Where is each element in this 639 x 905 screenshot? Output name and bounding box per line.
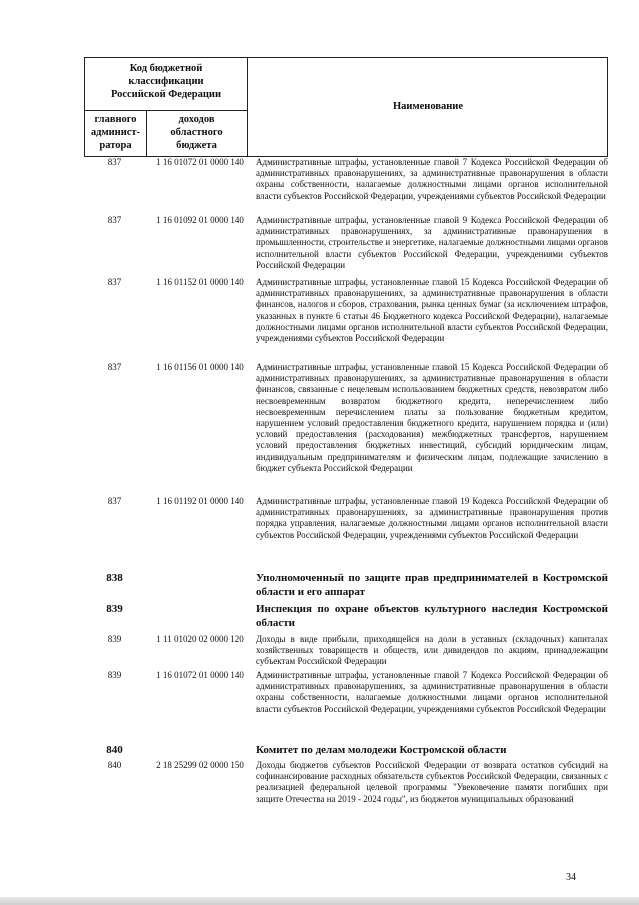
income-code: 1 16 01092 01 0000 140 xyxy=(156,215,244,225)
header-budget-code: Код бюджетной классификации Российской Федерации xyxy=(110,63,222,100)
admin-code: 839 xyxy=(107,634,122,644)
section-title: Уполномоченный по защите прав предпринимателей в Костромской области и его аппарат xyxy=(256,572,608,598)
income-name: Административные штрафы, установленные главой 7 Кодекса Российской Федерации об административных правонарушениях, за административные правонарушения в области охраны собственности, налагаемые должностными лицами органов исполнительной власти субъектов Российской Федерации, учреждениями субъектов Российской Федерации xyxy=(256,157,608,201)
income-code: 2 18 25299 02 0000 150 xyxy=(156,760,244,770)
income-name: Административные штрафы, установленные главой 19 Кодекса Российской Федерации об административных правонарушениях, за административные правонарушения против порядка управления, налагаемые должностными лицами органов исполнительной власти субъектов Российской Федерации, учреждениями субъектов Российской Федерации xyxy=(256,496,608,540)
income-name: Административные штрафы, установленные главой 9 Кодекса Российской Федерации об административных правонарушениях, за административные правонарушения в промышленности, строительстве и энергетике, налагаемые должностными лицами органов исполнительной власти субъектов Российской Федерации, учреждениями субъектов Российской Федерации xyxy=(256,215,608,270)
table-header xyxy=(84,57,608,157)
income-name: Административные штрафы, установленные главой 15 Кодекса Российской Федерации об административных правонарушениях, за административные правонарушения в области финансов, налогов и сборов, страхования, рынка ценных бумаг (за исключением штрафов, указанных в пункте 6 статьи 46 Бюджетного кодекса Российской Федерации), налагаемые должностными лицами органов исполнительной власти субъектов Российской Федерации, учреждениями субъектов Российской Федерации xyxy=(256,277,608,344)
section-title: Комитет по делам молодежи Костромской области xyxy=(256,744,507,756)
header-divider xyxy=(85,110,247,111)
section-admin-code: 838 xyxy=(106,572,123,584)
admin-code: 837 xyxy=(107,496,122,506)
scan-edge xyxy=(0,897,639,905)
header-admin-column: главного админист- ратора xyxy=(90,114,141,151)
income-code: 1 11 01020 02 0000 120 xyxy=(156,634,244,644)
admin-code: 837 xyxy=(107,157,122,167)
admin-code: 837 xyxy=(107,277,122,287)
income-code: 1 16 01072 01 0000 140 xyxy=(156,670,244,680)
income-code: 1 16 01152 01 0000 140 xyxy=(156,277,244,287)
section-admin-code: 840 xyxy=(106,744,123,756)
header-income-column: доходов областного бюджета xyxy=(170,114,223,151)
page-number: 34 xyxy=(566,872,576,883)
admin-code: 837 xyxy=(107,215,122,225)
admin-code: 840 xyxy=(107,760,122,770)
header-name-column: Наименование xyxy=(393,101,463,112)
income-code: 1 16 01072 01 0000 140 xyxy=(156,157,244,167)
section-title: Инспекция по охране объектов культурного наследия Костромской области xyxy=(256,603,608,629)
admin-code: 837 xyxy=(107,362,122,372)
income-name: Доходы бюджетов субъектов Российской Федерации от возврата остатков субсидий на софинансирование расходных обязательств субъектов Российской Федерации, связанных с реализацией федеральной целевой программы "Увековечение памяти погибших при защите Отечества на 2019 - 2024 годы", из бюджетов муниципальных образований xyxy=(256,760,608,804)
admin-code: 839 xyxy=(107,670,122,680)
income-name: Доходы в виде прибыли, приходящейся на доли в уставных (складочных) капиталах хозяйственных товариществ и обществ, или дивидендов по акциям, принадлежащим субъектам Российской Федерации xyxy=(256,634,608,667)
income-code: 1 16 01192 01 0000 140 xyxy=(156,496,244,506)
income-name: Административные штрафы, установленные главой 15 Кодекса Российской Федерации об административных правонарушениях, за административные правонарушения в области финансов, связанные с нецелевым использованием бюджетных средств, невозвратом либо несвоевременным возвратом бюджетного кредита, неперечислением либо несвоевременным перечислением платы за пользование бюджетным кредитом, нарушением условий предоставления бюджетного кредита, нарушением порядка и (или) условий предоставления (расходования) межбюджетных трансфертов, нарушением условий предоставления бюджетных инвестиций, субсидий юридическим лицам, индивидуальным предпринимателям и физическим лицам, подлежащие зачислению в бюджет субъекта Российской Федерации xyxy=(256,362,608,473)
section-admin-code: 839 xyxy=(106,603,123,615)
income-name: Административные штрафы, установленные главой 7 Кодекса Российской Федерации об административных правонарушениях, за административные правонарушения в области охраны собственности, налагаемые должностными лицами органов исполнительной власти субъектов Российской Федерации, учреждениями субъектов Российской Федерации xyxy=(256,670,608,714)
income-code: 1 16 01156 01 0000 140 xyxy=(156,362,244,372)
